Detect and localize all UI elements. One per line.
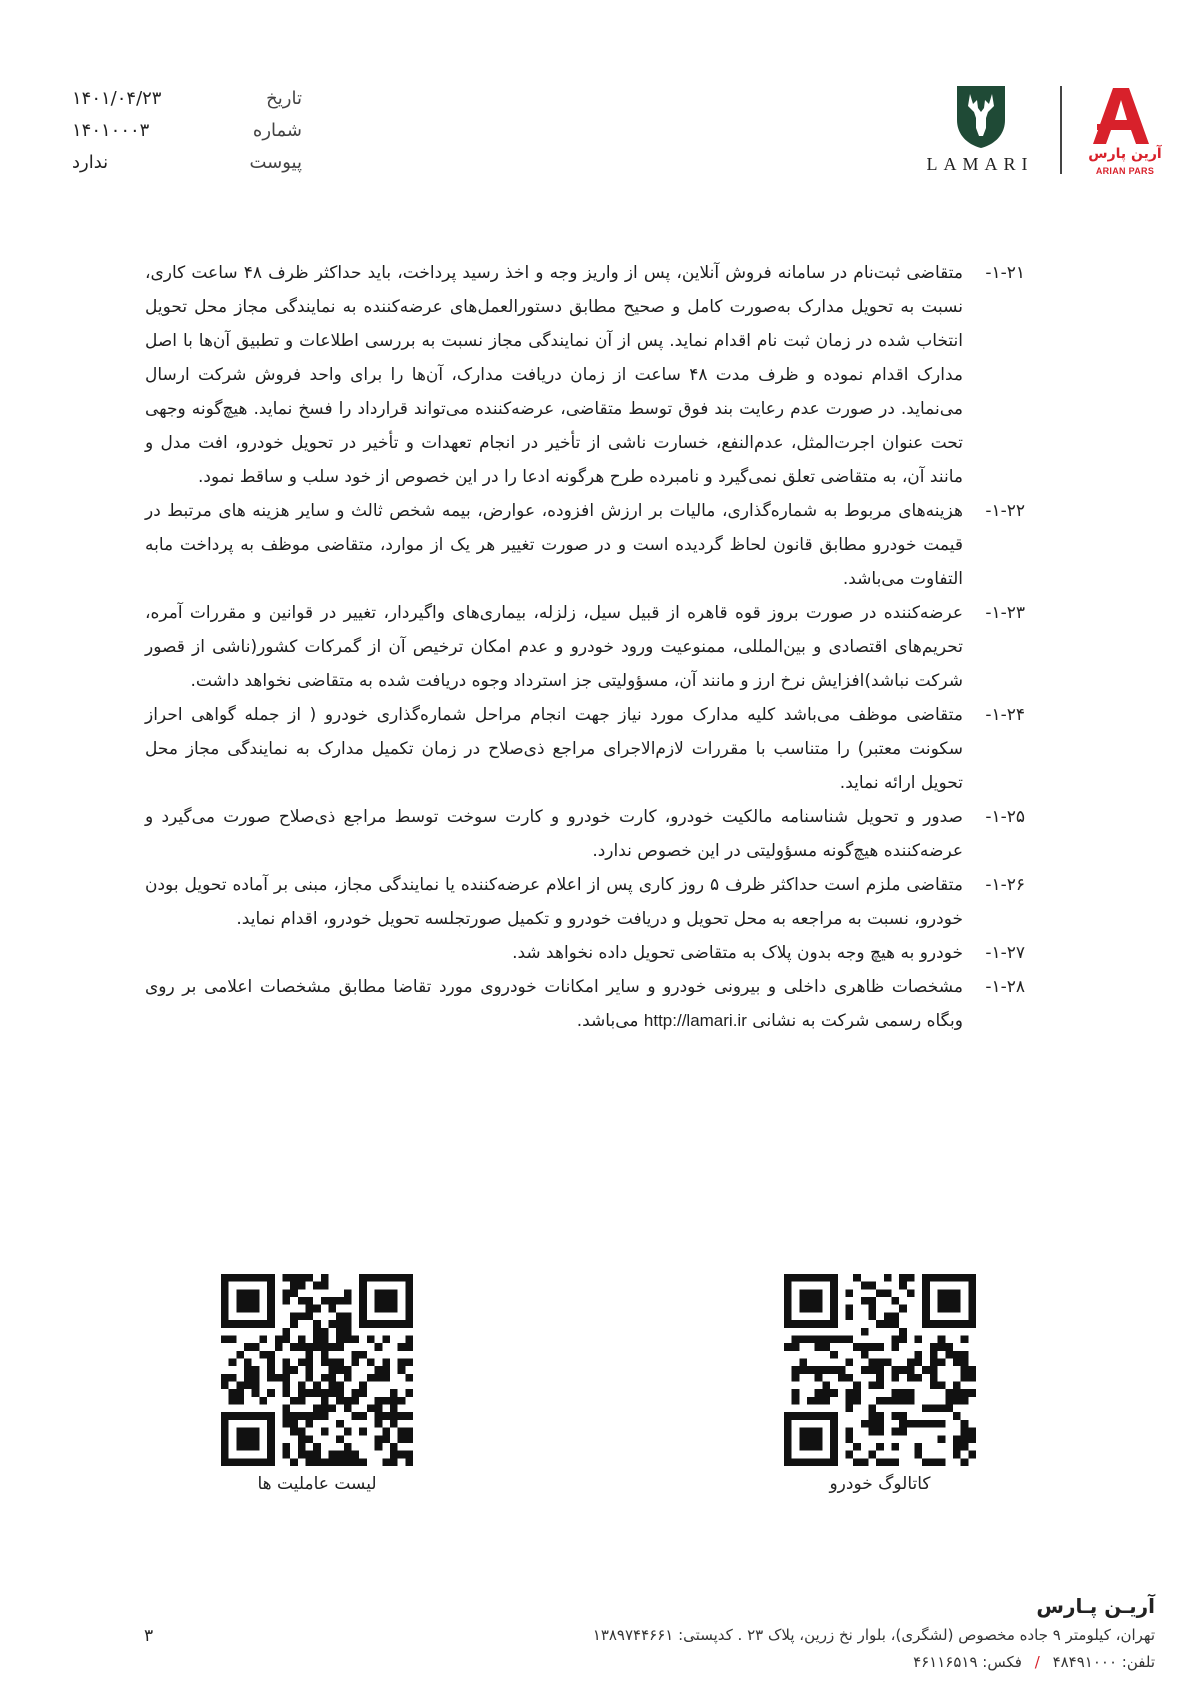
meta-row-date [72, 82, 302, 114]
arian-pars-logo-fa: آرین پارس [1088, 146, 1162, 162]
clause-1-23 [145, 596, 1025, 698]
fax-number: ۴۶۱۱۶۵۱۹ [913, 1653, 978, 1671]
phone-label: تلفن: [1121, 1653, 1155, 1671]
clause-text-part: می‌باشد. [576, 1011, 639, 1031]
clause-number: ۱-۲۱- [985, 263, 1025, 283]
clause-number: ۱-۲۶- [985, 875, 1025, 895]
clause-number: ۱-۲۵- [985, 807, 1025, 827]
footer-company: آریـن پـارس [1036, 1594, 1155, 1618]
qr-caption: لیست عاملیت ها [257, 1474, 377, 1494]
meta-label: شماره [252, 119, 302, 141]
lamari-wordmark: LAMARI [926, 154, 1034, 174]
clause-text-part: مشخصات ظاهری داخلی و بیرونی خودرو و سایر امکانات خودروی مورد تقاضا مطابق مشخصات اعلامی بر روی وبگاه رسمی شرکت به نشانی [145, 977, 963, 1031]
meta-value-attachment: ندارد [72, 151, 109, 173]
clause-text [145, 970, 963, 1038]
stag-shield-icon [953, 84, 1009, 150]
clause-text: متقاضی موظف می‌باشد کلیه مدارک مورد نیاز جهت انجام مراحل شماره‌گذاری خودرو ( از جمله گواهی احراز سکونت معتبر) را متناسب با مقررات لازم‌الاجرای مراجع ذی‌صلاح در زمان تکمیل مدارک به نمایندگی مجاز محل تحویل ارائه نماید. [145, 705, 963, 793]
clause-text: متقاضی ثبت‌نام در سامانه فروش آنلاین، پس از واریز وجه و اخذ رسید پرداخت، باید حداکثر ظرف ۴۸ ساعت کاری، نسبت به تحویل مدارک به‌صورت کامل و صحیح مطابق دستورالعمل‌های عرضه‌کننده به نمایندگی مجاز محل تحویل انتخاب شده در زمان ثبت نام اقدام نماید. پس از آن نمایندگی مجاز نسبت به بررسی اطلاعات و تطبیق آن‌ها با اصل مدارک اقدام نموده و ظرف مدت ۴۸ ساعت از زمان دریافت مدارک، آن‌ها را برای واحد فروش شرکت ارسال می‌نماید. در صورت عدم رعایت بند فوق توسط متقاضی، عرضه‌کننده می‌تواند قرارداد را فسخ نماید. هیچ‌گونه وجهی تحت عنوان اجرت‌المثل، عدم‌النفع، خسارت ناشی از تأخیر در انجام تعهدات و تأخیر در تحویل خودرو، افت مدل و مانند آن، به متقاضی تعلق نمی‌گیرد و نامبرده طرح هرگونه ادعا را در این خصوص از خود سلب و ساقط نمود. [145, 263, 964, 487]
qr-agency-list [217, 1274, 417, 1494]
arian-pars-logo-en: ARIAN PARS [1095, 166, 1155, 176]
clause-text: صدور و تحویل شناسنامه مالکیت خودرو، کارت خودرو و کارت سوخت توسط مراجع ذی‌صلاح صورت می‌گیرد و عرضه‌کننده هیچ‌گونه مسؤولیتی در این خصوص ندارد. [145, 807, 963, 861]
clause-1-28 [145, 970, 1025, 1038]
qr-catalog [780, 1274, 980, 1494]
clause-number: ۱-۲۸- [985, 977, 1025, 997]
qr-code-icon[interactable] [221, 1274, 413, 1466]
clause-number: ۱-۲۳- [985, 603, 1025, 623]
letter-meta [72, 82, 302, 178]
arian-pars-logo [1085, 86, 1165, 176]
logo-divider [1060, 86, 1062, 174]
page-number: ۳ [144, 1626, 154, 1646]
arian-pars-a-icon [1093, 86, 1149, 146]
clause-number: ۱-۲۲- [985, 501, 1025, 521]
footer-contact [745, 1653, 1155, 1671]
clause-text: خودرو به هیچ وجه بدون پلاک به متقاضی تحویل داده نخواهد شد. [512, 943, 963, 963]
clause-1-21 [145, 256, 1025, 494]
qr-caption: کاتالوگ خودرو [829, 1474, 931, 1494]
phone-number: ۴۸۴۹۱۰۰۰ [1052, 1653, 1118, 1671]
footer-address: تهران، کیلومتر ۹ جاده مخصوص (لشگری)، بلوار نخ زرین، پلاک ۲۳ . کدپستی: ۱۳۸۹۷۴۴۶۶۱ [592, 1626, 1155, 1644]
clause-number: ۱-۲۴- [985, 705, 1025, 725]
clause-1-22 [145, 494, 1025, 596]
lamari-logo [920, 84, 1040, 179]
clause-1-25 [145, 800, 1025, 868]
meta-row-number [72, 114, 302, 146]
clause-text: متقاضی ملزم است حداکثر ظرف ۵ روز کاری پس از اعلام عرضه‌کننده یا نمایندگی مجاز، مبنی بر آماده تحویل بودن خودرو، نسبت به مراجعه به محل تحویل و دریافت خودرو و تکمیل صورتجلسه تحویل خودرو، اقدام نماید. [145, 875, 963, 929]
clause-1-27 [145, 936, 1025, 970]
clause-number: ۱-۲۷- [985, 943, 1025, 963]
contract-clauses [145, 256, 1025, 1038]
website-link[interactable]: http://lamari.ir [643, 1011, 747, 1030]
clause-1-24 [145, 698, 1025, 800]
meta-label: پیوست [249, 151, 302, 173]
meta-value-number: ۱۴۰۱۰۰۰۳ [72, 119, 150, 141]
qr-code-icon[interactable] [784, 1274, 976, 1466]
meta-value-date: ۱۴۰۱/۰۴/۲۳ [72, 87, 162, 109]
fax-label: فکس: [982, 1653, 1022, 1671]
clause-text: هزینه‌های مربوط به شماره‌گذاری، مالیات بر ارزش افزوده، عوارض، بیمه شخص ثالث و سایر هزینه های مرتبط در قیمت خودرو مطابق قانون لحاظ گردیده است و در صورت تغییر هر یک از موارد، متقاضی موظف به پرداخت مابه التفاوت می‌باشد. [145, 501, 963, 589]
clause-1-26 [145, 868, 1025, 936]
separator: / [1034, 1653, 1040, 1671]
meta-label: تاریخ [266, 87, 302, 109]
clause-text: عرضه‌کننده در صورت بروز قوه قاهره از قبیل سیل، زلزله، بیماری‌های واگیردار، تغییر در قوانین و مقررات آمره، تحریم‌های اقتصادی و بین‌المللی، ممنوعیت ورود خودرو و عدم امکان ترخیص آن از گمرکات کشور(ناشی از قصور شرکت نباشد)افزایش نرخ ارز و مانند آن، مسؤولیتی جز استرداد وجوه دریافت شده به متقاضی نخواهد داشت. [145, 603, 963, 691]
meta-row-attachment [72, 146, 302, 178]
